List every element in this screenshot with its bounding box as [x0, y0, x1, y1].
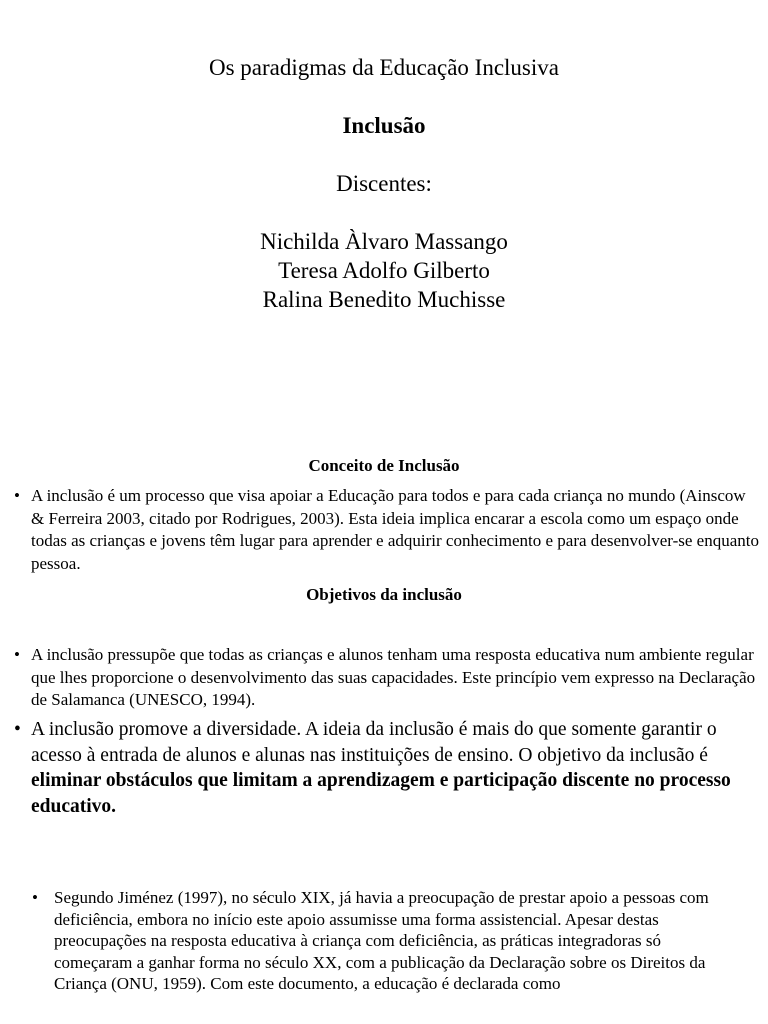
objectives-bullet-2-emphasis: eliminar obstáculos que limitam a aprendizagem e participação discente no processo educativo. — [31, 770, 731, 817]
document-subtitle: Inclusão — [342, 113, 426, 138]
document-title: Os paradigmas da Educação Inclusiva — [209, 55, 559, 80]
bullet-marker: • — [14, 719, 21, 740]
objectives-bullet-2-plain: A inclusão promove a diversidade. A ideia da inclusão é mais do que somente garantir o acesso à entrada de alunos e alunas nas instituições de ensino. O objetivo da inclusão é — [31, 719, 717, 766]
objectives-bullet-1-text: A inclusão pressupõe que todas as crianças e alunos tenham uma resposta educativa num ambiente regular que lhes proporcione o desenvolvimento das suas capacidades. Este princípio vem expresso na Declaração de Salamanca (UNESCO, 1994). — [31, 645, 756, 709]
objectives-heading: Objetivos da inclusão — [306, 585, 462, 604]
concept-bullet — [14, 485, 760, 575]
objectives-bullet-2-text — [31, 717, 734, 819]
student-name: Teresa Adolfo Gilberto — [278, 258, 490, 283]
objectives-bullet-2 — [14, 717, 734, 819]
students-label: Discentes: — [336, 171, 432, 196]
student-name-list — [0, 227, 768, 314]
student-name: Ralina Benedito Muchisse — [262, 287, 506, 312]
history-bullet — [32, 887, 734, 995]
bullet-marker: • — [14, 486, 20, 505]
concept-heading: Conceito de Inclusão — [308, 456, 460, 475]
bullet-marker: • — [32, 888, 38, 907]
concept-bullet-text: A inclusão é um processo que visa apoiar a Educação para todos e para cada criança no mundo (Ainscow & Ferreira 2003, citado por Rodrigues, 2003). Esta ideia implica encarar a escola como um espaço onde todas as crianças e jovens têm lugar para aprender e adquirir conhecimento e para desenvolver-se enquanto pessoa. — [31, 486, 759, 573]
history-bullet-text: Segundo Jiménez (1997), no século XIX, já havia a preocupação de prestar apoio a pessoas com deficiência, embora no início este apoio assumisse uma forma assistencial. Apesar destas preocupações na resposta educativa à criança com deficiência, as práticas integradoras só começaram a ganhar forma no século XX, com a publicação da Declaração sobre os Direitos da Criança (ONU, 1959). Com este documento, a educação é declarada como — [54, 888, 709, 993]
student-name: Nichilda Àlvaro Massango — [260, 229, 508, 254]
bullet-marker: • — [14, 645, 20, 664]
objectives-bullet-1 — [14, 644, 760, 712]
